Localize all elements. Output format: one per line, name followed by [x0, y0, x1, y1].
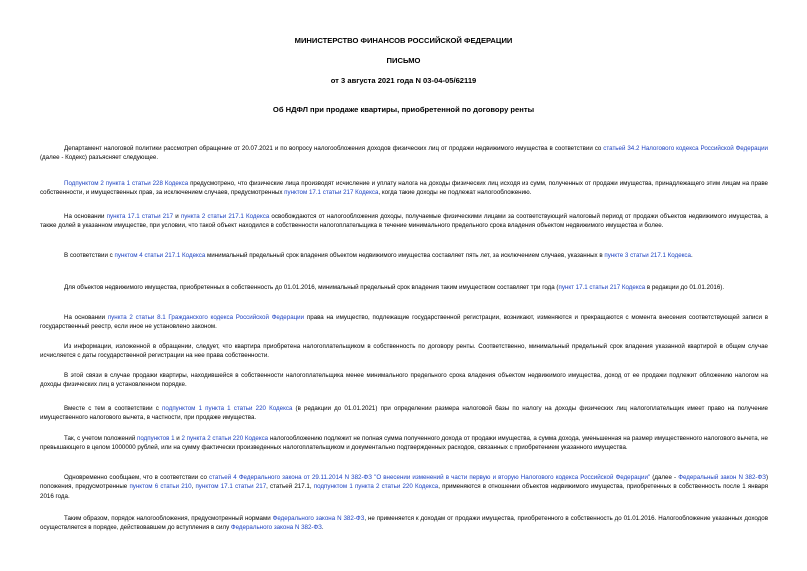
document-subject: Об НДФЛ при продаже квартиры, приобретенной по договору ренты: [272, 105, 535, 114]
paragraph-text: , статьей 217.1,: [266, 483, 314, 491]
legal-reference-link[interactable]: пунктом 4 статьи 217.1 Кодекса: [114, 252, 206, 259]
paragraph-text: , не применяется к доходам от продажи имущества, приобретенного в собственность до 01.01.2016. Налогообложение указанных доходов осуществляется в порядке, действовавшем до вступления в силу: [40, 515, 768, 532]
legal-reference-link[interactable]: подпунктов 1: [137, 435, 175, 442]
paragraph: [40, 371, 768, 390]
legal-reference-link[interactable]: статьей 34.2 Налогового кодекса Российской Федерации: [603, 145, 768, 152]
paragraph-text: На основании: [64, 314, 108, 321]
paragraph-text: Из информации, изложенной в обращении, следует, что квартира приобретена налогоплательщиком в собственность по договору ренты. Соответственно, минимальный предельный срок владения указанной квартирой в общем случае исчисляется с даты государственной регистрации на нее права собственности.: [40, 343, 768, 360]
document-date-number: от 3 августа 2021 года N 03-04-05/62119: [330, 76, 477, 85]
legal-reference-link[interactable]: подпунктом 1 пункта 1 статьи 220 Кодекса: [162, 405, 293, 412]
legal-reference-link[interactable]: Федерального закона N 382-ФЗ: [272, 515, 365, 522]
legal-reference-link[interactable]: Подпунктом 2 пункта 1 статьи 228 Кодекса: [64, 180, 189, 187]
paragraph-text: (далее - Кодекс) разъясняет следующее.: [40, 154, 159, 162]
paragraph-text: , когда такие доходы не подлежат налогообложению.: [378, 189, 532, 197]
paragraph: [40, 473, 768, 501]
legal-reference-link[interactable]: пункте 3 статьи 217.1 Кодекса: [604, 252, 691, 259]
paragraph: [40, 404, 768, 423]
legal-reference-link[interactable]: пункта 2 статьи 217.1 Кодекса: [180, 213, 270, 220]
paragraph: [40, 251, 768, 260]
legal-reference-link[interactable]: 2 пункта 2 статьи 220 Кодекса: [181, 435, 269, 442]
paragraph-text: и: [174, 435, 182, 442]
paragraph-text: .: [321, 524, 324, 532]
paragraph-text: права на имущество, подлежащие государственной регистрации, возникают, изменяются и прекращаются с момента внесения соответствующей записи в государственный реестр, если иное не установлено законом.: [40, 314, 768, 331]
paragraph-text: На основании: [64, 213, 107, 220]
paragraph-text: .: [690, 252, 693, 259]
paragraph-text: Так, с учетом положений: [64, 435, 137, 442]
paragraph: [40, 313, 768, 332]
legal-reference-link[interactable]: пункт 17.1 статьи 217 Кодекса: [558, 284, 646, 291]
paragraph-text: В этой связи в случае продажи квартиры, находившейся в собственности налогоплательщика менее минимального предельного срока владения объектом недвижимого имущества, доход от ее продажи подлежит обложению налогом на доходы физических лиц в установленном порядке.: [40, 372, 768, 389]
paragraph: [40, 179, 768, 198]
paragraph: [40, 283, 768, 292]
legal-reference-link[interactable]: пункта 2 статьи 8.1 Гражданского кодекса Российской Федерации: [107, 314, 305, 321]
paragraph-text: освобождаются от налогообложения доходы, получаемые физическими лицами за соответствующий налоговый период от продажи объектов недвижимого имущества, а также долей в указанном имуществе, при условии, что такой объект находился в собственности налогоплательщика в течение минимального предельного срока владения объектом недвижимого имущества и более.: [40, 213, 768, 230]
legal-reference-link[interactable]: подпунктом 1 пункта 2 статьи 220 Кодекса: [313, 483, 439, 491]
legal-reference-link[interactable]: пунктом 17.1 статьи 217 Кодекса: [284, 189, 379, 197]
paragraph-text: В соответствии с: [64, 252, 115, 259]
legal-reference-link[interactable]: пункта 17.1 статьи 217: [106, 213, 174, 220]
legal-reference-link[interactable]: Федерального закона N 382-ФЗ: [230, 524, 322, 532]
document-type: ПИСЬМО: [386, 56, 421, 65]
legal-reference-link[interactable]: пунктом 17.1 статьи 217: [195, 483, 267, 491]
paragraph-text: налогообложению подлежит не полная сумма полученного дохода от продажи имущества, а сумма дохода, уменьшенная на размер имущественного налогового вычета, не превышающего в целом 1000000 рублей, или на сумму фактически произведенных налогоплательщиком и документально подтвержденных расходов, связанных с приобретением указанного имущества.: [40, 435, 768, 452]
paragraph-text: Департамент налоговой политики рассмотрел обращение от 20.07.2021 и по вопросу налогообложения доходов физических лиц от продажи недвижимого имущества в соответствии со: [64, 145, 604, 152]
paragraph-text: ) положения, предусмотренные: [40, 474, 768, 491]
paragraph-text: (далее -: [650, 474, 679, 481]
paragraph-text: Таким образом, порядок налогообложения, предусмотренный нормами: [64, 515, 273, 522]
paragraph-text: Вместе с тем в соответствии с: [64, 405, 163, 412]
ministry-title: МИНИСТЕРСТВО ФИНАНСОВ РОССИЙСКОЙ ФЕДЕРАЦИИ: [294, 36, 513, 45]
paragraph-text: Для объектов недвижимого имущества, приобретенных в собственность до 01.01.2016, минимальный предельный срок владения таким имуществом составляет три года (: [64, 284, 559, 291]
paragraph-text: , применяются в отношении объектов недвижимого имущества, приобретенных в собственность после 1 января 2016 года.: [40, 483, 768, 500]
paragraph-text: и: [173, 213, 181, 220]
legal-reference-link[interactable]: пунктом 6 статьи 210: [129, 483, 192, 491]
paragraph: [40, 434, 768, 453]
paragraph-text: предусмотрено, что физические лица производят исчисление и уплату налога на доходы физических лиц исходя из сумм, полученных от продажи имущества, принадлежащего этим лицам на праве собственности, и имущественных прав, за исключением случаев, предусмотренных: [40, 180, 768, 197]
legal-reference-link[interactable]: Федеральный закон N 382-ФЗ: [678, 474, 766, 481]
paragraph: [40, 144, 768, 163]
legal-reference-link[interactable]: статьей 4 Федерального закона от 29.11.2014 N 382-ФЗ "О внесении изменений в части первую и вторую Налогового кодекса Российской Федерации": [209, 474, 651, 481]
paragraph: [40, 514, 768, 533]
paragraph: [40, 212, 768, 231]
paragraph-text: ,: [191, 483, 196, 491]
paragraph-text: (в редакции до 01.01.2021) при определении размера налоговой базы по налогу на доходы физических лиц налогоплательщик имеет право на получение имущественного налогового вычета, в частности, при продаже имущества.: [40, 405, 768, 422]
paragraph: [40, 342, 768, 361]
paragraph-text: в редакции до 01.01.2016).: [645, 284, 725, 291]
paragraph-text: Одновременно сообщаем, что в соответствии со: [64, 474, 210, 481]
paragraph-text: минимальный предельный срок владения объектом недвижимого имущества составляет пять лет, за исключением случаев, указанных в: [205, 252, 605, 259]
